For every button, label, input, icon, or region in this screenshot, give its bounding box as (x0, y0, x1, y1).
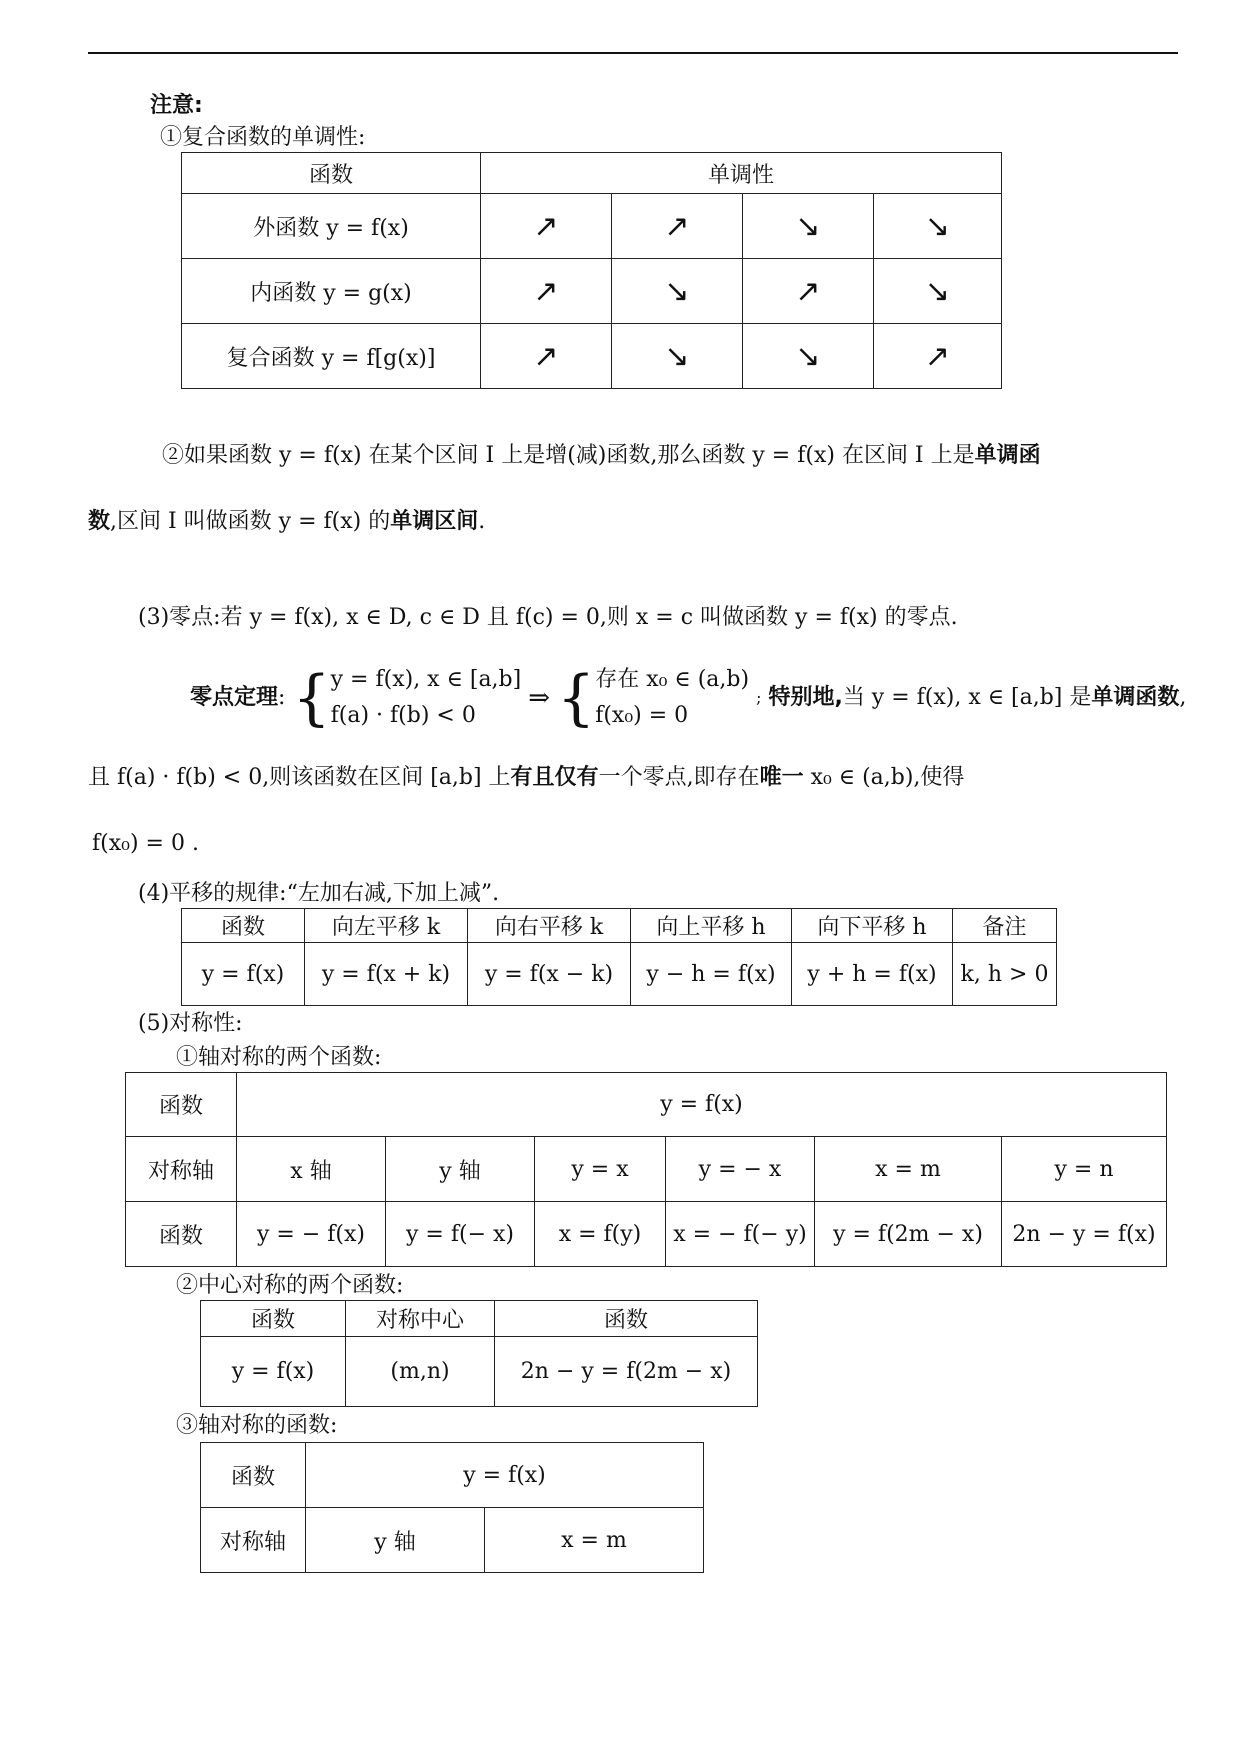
left-brace-icon: { (557, 663, 596, 733)
table-row (182, 943, 1057, 1006)
table-row (201, 1508, 704, 1573)
theorem-tail: 当 y = f(x), x ∈ [a,b] 是 (842, 685, 1092, 710)
t4-header: 向上平移 h (631, 909, 792, 943)
t4-header: 向下平移 h (792, 909, 953, 943)
arrow-icon: ↗ (743, 259, 874, 324)
theorem-colon: : (278, 685, 286, 710)
t5a-cell: x = m (815, 1137, 1002, 1202)
t5a-cell: y = f(− x) (386, 1202, 535, 1267)
zero-point-line-2 (88, 764, 964, 792)
table-row (182, 259, 1002, 324)
t5a-cell: x = f(y) (535, 1202, 666, 1267)
p3b-bold-1: 有且仅有 (510, 765, 599, 790)
arrow-icon: ↗ (612, 194, 743, 259)
t5b-header: 对称中心 (346, 1301, 495, 1337)
section-5-title: (5)对称性: (138, 1011, 243, 1036)
t4-cell: y − h = f(x) (631, 943, 792, 1006)
t4-cell: y = f(x − k) (468, 943, 631, 1006)
arrow-icon: ↘ (874, 194, 1002, 259)
t5a-cell: y = − f(x) (237, 1202, 386, 1267)
system-2-line-2: f(x₀) = 0 (595, 703, 689, 728)
t5c-cell: y 轴 (306, 1508, 485, 1573)
t5a-cell: y 轴 (386, 1137, 535, 1202)
axis-symmetry-pair-table (125, 1072, 1167, 1267)
arrow-icon: ↘ (612, 324, 743, 389)
table-row (182, 324, 1002, 389)
t4-header: 向左平移 k (305, 909, 468, 943)
section-1-title: ①复合函数的单调性: (160, 125, 366, 150)
t4-cell: y = f(x) (182, 943, 305, 1006)
p2-text: ②如果函数 y = f(x) 在某个区间 I 上是增(减)函数,那么函数 y = f(x) 在区间 I 上是 (162, 443, 975, 468)
table-row (201, 1337, 758, 1407)
p2-text-2: ,区间 I 叫做函数 y = f(x) 的 (110, 509, 391, 534)
axis-symmetry-table (200, 1442, 704, 1573)
paragraph-2-line-2 (88, 508, 485, 536)
section-4-title: (4)平移的规律:“左加右减,下加上减”. (138, 881, 500, 906)
paragraph-2-line-1 (162, 442, 1041, 470)
section-5-3-title: ③轴对称的函数: (176, 1413, 338, 1438)
zero-point-definition: (3)零点:若 y = f(x), x ∈ D, c ∈ D 且 f(c) = 0,则 x = c 叫做函数 y = f(x) 的零点. (138, 605, 958, 630)
row-label-outer: 外函数 y = f(x) (182, 194, 481, 259)
p3b-text-c: x₀ ∈ (a,b),使得 (803, 765, 965, 790)
t4-header: 向右平移 k (468, 909, 631, 943)
zero-point-line-3: f(x₀) = 0 . (92, 831, 199, 856)
t4-cell: y = f(x + k) (305, 943, 468, 1006)
t4-header: 备注 (953, 909, 1057, 943)
p2-end: . (478, 509, 486, 534)
system-2-line-1: 存在 x₀ ∈ (a,b) (595, 667, 750, 692)
t5a-label: 函数 (126, 1202, 237, 1267)
table-row (126, 1202, 1167, 1267)
t5c-cell: x = m (485, 1508, 704, 1573)
t5a-function: y = f(x) (237, 1073, 1167, 1137)
arrow-icon: ↗ (481, 324, 612, 389)
t5b-header: 函数 (201, 1301, 346, 1337)
t5b-cell: y = f(x) (201, 1337, 346, 1407)
arrow-icon: ↗ (874, 324, 1002, 389)
p3b-text-a: 且 f(a) · f(b) < 0,则该函数在区间 [a,b] 上 (88, 765, 511, 790)
t5a-cell: y = x (535, 1137, 666, 1202)
t5a-cell: x = − f(− y) (666, 1202, 815, 1267)
section-5-2-title: ②中心对称的两个函数: (176, 1273, 404, 1298)
p3b-bold-2: 唯一 (759, 765, 804, 790)
p2-bold-3: 单调区间 (390, 509, 479, 534)
arrow-icon: ↗ (481, 194, 612, 259)
t5b-cell: 2n − y = f(2m − x) (495, 1337, 758, 1407)
left-brace-icon: { (292, 663, 331, 733)
t5a-cell: 2n − y = f(x) (1002, 1202, 1167, 1267)
t5a-cell: y = n (1002, 1137, 1167, 1202)
header-function: 函数 (182, 153, 481, 194)
system-1-line-2: f(a) · f(b) < 0 (330, 703, 476, 728)
table-row (182, 194, 1002, 259)
t5c-label: 对称轴 (201, 1508, 306, 1573)
t4-header: 函数 (182, 909, 305, 943)
header-monotonicity: 单调性 (481, 153, 1002, 194)
note-heading: 注意: (150, 93, 203, 118)
arrow-icon: ↘ (874, 259, 1002, 324)
system-1-line-1: y = f(x), x ∈ [a,b] (330, 667, 522, 692)
theorem-label: 零点定理 (190, 685, 279, 710)
t5a-cell: x 轴 (237, 1137, 386, 1202)
theorem-system-2 (595, 662, 749, 734)
arrow-icon: ↗ (481, 259, 612, 324)
t5a-cell: y = f(2m − x) (815, 1202, 1002, 1267)
central-symmetry-table (200, 1300, 758, 1407)
translation-table (181, 908, 1057, 1006)
arrow-icon: ↘ (743, 194, 874, 259)
zero-point-theorem (190, 662, 1186, 734)
t4-cell: k, h > 0 (953, 943, 1057, 1006)
t5a-label: 对称轴 (126, 1137, 237, 1202)
arrow-icon: ↘ (743, 324, 874, 389)
t5a-label: 函数 (126, 1073, 237, 1137)
row-label-composite: 复合函数 y = f[g(x)] (182, 324, 481, 389)
theorem-system-1 (331, 662, 522, 734)
t5a-cell: y = − x (666, 1137, 815, 1202)
arrow-icon: ↘ (612, 259, 743, 324)
table-row (126, 1137, 1167, 1202)
t5b-header: 函数 (495, 1301, 758, 1337)
implies-icon: ⇒ (528, 683, 551, 713)
t5c-function: y = f(x) (306, 1443, 704, 1508)
theorem-semicolon: ; (756, 688, 762, 707)
t4-cell: y + h = f(x) (792, 943, 953, 1006)
p3b-text-b: 一个零点,即存在 (598, 765, 760, 790)
t5b-cell: (m,n) (346, 1337, 495, 1407)
monotonicity-table (181, 152, 1002, 389)
header-rule (88, 52, 1178, 54)
theorem-special: 特别地, (768, 685, 843, 710)
t5c-label: 函数 (201, 1443, 306, 1508)
p2-bold-1: 单调函 (974, 443, 1041, 468)
theorem-tail-end: , (1179, 685, 1187, 710)
row-label-inner: 内函数 y = g(x) (182, 259, 481, 324)
p2-bold-2: 数 (88, 509, 111, 534)
section-5-1-title: ①轴对称的两个函数: (176, 1045, 382, 1070)
theorem-tail-bold: 单调函数 (1091, 685, 1180, 710)
